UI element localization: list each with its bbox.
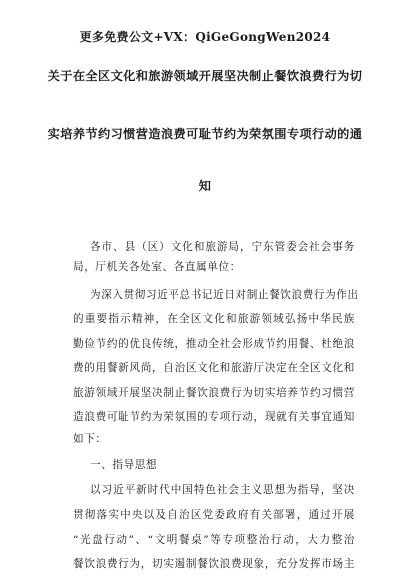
document-title-line-2: 实培养节约习惯营造浪费可耻节约为荣氛围专项行动的通	[47, 127, 363, 141]
recipients-line-2: 局，厅机关各处室、各直属单位：	[73, 261, 241, 273]
paragraph-line: 的重要指示精神，在全区文化和旅游领域弘扬中华民族	[73, 313, 355, 325]
paragraph-line: “光盘行动”、“文明餐桌”等专项整治行动，大力整治	[73, 534, 355, 546]
paragraph-line: 贯彻落实中央以及自治区党委政府有关部署，通过开展	[73, 509, 355, 521]
paragraph-line: 以习近平新时代中国特色社会主义思想为指导，坚决	[90, 484, 355, 496]
paragraph-line: 旅游领域开展坚决制止餐饮浪费行为切实培养节约习惯营	[73, 387, 355, 399]
paragraph-line: 如下：	[73, 433, 107, 445]
document-title-line-1: 关于在全区文化和旅游领域开展坚决制止餐饮浪费行为切	[47, 69, 363, 83]
paragraph-line: 勤俭节约的优良传统，推动全社会形成节约用餐、杜绝浪	[73, 338, 355, 350]
paragraph-line: 餐饮浪费行为，切实遏制餐饮浪费现象，充分发挥市场主	[73, 558, 355, 570]
paragraph-line: 为深入贯彻习近平总书记近日对制止餐饮浪费行为作出	[90, 289, 359, 301]
section-heading: 一、指导思想	[90, 459, 158, 471]
document-title-line-3: 知	[198, 179, 212, 193]
recipients-line-1: 各市、县（区）文化和旅游局，宁东管委会社会事务	[90, 241, 355, 253]
promo-header: 更多免费公文+VX：QiGeGongWen2024	[79, 30, 331, 44]
paragraph-line: 费的用餐新风尚，自治区文化和旅游厅决定在全区文化和	[73, 362, 355, 374]
paragraph-line: 造浪费可耻节约为荣氛围的专项行动，现就有关事宜通知	[73, 411, 355, 423]
